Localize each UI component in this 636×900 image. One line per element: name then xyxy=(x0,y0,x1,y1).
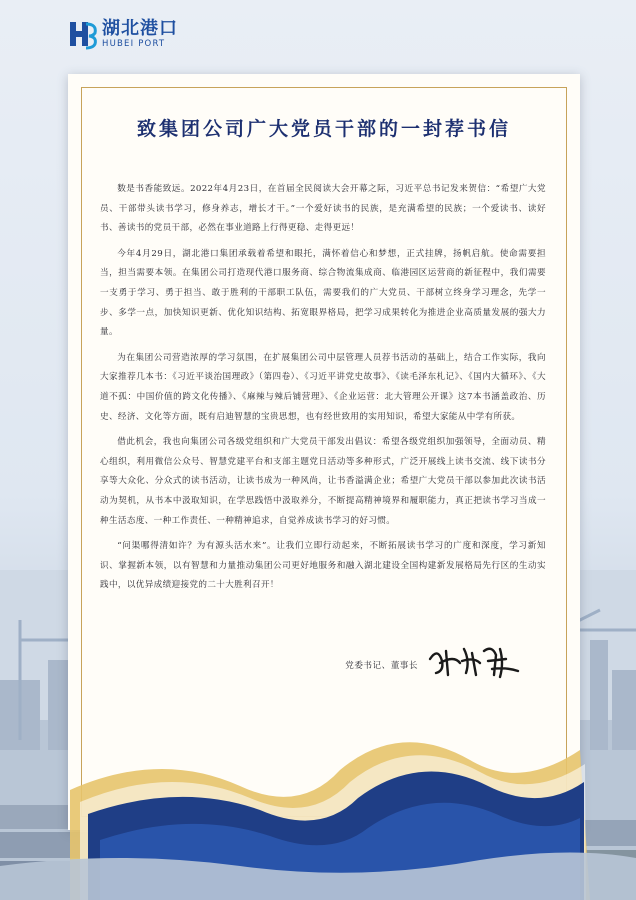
letter-title: 致集团公司广大党员干部的一封荐书信 xyxy=(136,118,511,140)
letter-body xyxy=(100,180,546,602)
paragraph-4: 借此机会，我也向集团公司各级党组织和广大党员干部发出倡议：希望各级党组织加强领导，全面动员、精心组织，利用微信公众号、智慧党建平台和支部主题党日活动等多种形式，广泛开展线上读书交流、线下读书分享等大众化、分众式的读书活动，让读书成为一种风尚，让书香溢满企业；希望广大党员干部以参加此次读书活动为契机，从书本中汲取知识，在学思践悟中汲取养分，不断提高精神境界和履职能力，真正把读书学习当成一种生活态度、一种工作责任、一种精神追求，自觉养成读书学习的好习惯。 xyxy=(100,437,546,526)
signature-block xyxy=(345,641,522,681)
handwritten-signature xyxy=(426,641,522,681)
logo-name-cn: 湖北港口 xyxy=(102,17,178,39)
paragraph-5: “问渠哪得清如许？为有源头活水来”。让我们立即行动起来，不断拓展读书学习的广度和深度，学习新知识、掌握新本领，以有智慧和力量推动集团公司更好地服务和融入湖北建设全国构建新发展格局先行区的生动实践中，以优异成绩迎接党的二十大胜利召开！ xyxy=(100,541,546,591)
signer-title: 党委书记、董事长 xyxy=(345,661,418,671)
hubei-port-logo xyxy=(66,18,178,50)
paragraph-1: 数是书香能致远。2022年4月23日，在首届全民阅读大会开幕之际，习近平总书记发来贺信：“希望广大党员、干部带头读书学习，修身养志，增长才干。”一个爱好读书的民族，是充满希望的民族；一个爱读书、读好书、善读书的党员干部，必然在事业道路上行得更稳、走得更远！ xyxy=(100,184,546,234)
paragraph-3: 为在集团公司营造浓厚的学习氛围，在扩展集团公司中层管理人员荐书活动的基础上，结合工作实际，我向大家推荐几本书：《习近平谈治国理政》（第四卷）、《习近平讲党史故事》、《读毛泽东札记》、《国内大循环》、《大道不孤：中国价值的跨文化传播》、《麻辣与辣后铺营理》、《企业运营：北大管理公开课》这7本书涵盖政治、历史、经济、文化等方面，既有启迪智慧的宝贵思想，也有经世致用的实用知识，希望大家能从中学有所获。 xyxy=(100,352,546,422)
paragraph-2: 今年4月29日，湖北港口集团承载着希望和眼托，满怀着信心和梦想，正式挂牌，扬帆启航。使命需要担当，担当需要本领。在集团公司打造现代港口服务商、综合物流集成商、临港园区运营商的新征程中，我们需要一支勇于学习、勇于担当、敢于胜利的干部职工队伍，需要我们的广大党员、干部树立终身学习理念，先学一步、多学一点，加快知识更新、优化知识结构、拓宽眼界格局，把学习成果转化为推进企业高质量发展的强大力量。 xyxy=(100,248,546,338)
logo-name-en: HUBEI PORT xyxy=(102,38,166,49)
hubei-port-logo-icon xyxy=(66,18,98,50)
decorative-wave xyxy=(0,690,636,900)
